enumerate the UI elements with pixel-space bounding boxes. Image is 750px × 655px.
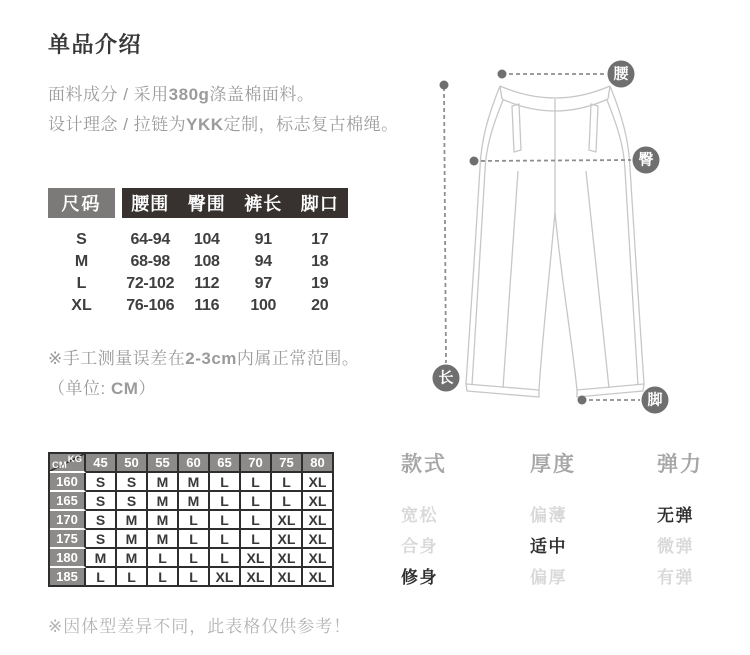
fit-size-cell: M (179, 473, 210, 492)
attribute-options (657, 500, 750, 593)
weight-header-cell: 80 (303, 454, 334, 473)
fit-size-cell: XL (272, 549, 303, 568)
size-value-cell: 68-98 (130, 253, 170, 270)
fit-size-cell: L (179, 530, 210, 549)
attribute-column-elasticity (657, 448, 750, 593)
size-table-header-cell: 裤长 (244, 194, 283, 214)
size-value-cell: 76-106 (126, 297, 175, 314)
size-value-cell: 94 (254, 253, 272, 270)
fit-size-cell: L (210, 473, 241, 492)
size-table-row (48, 229, 348, 251)
fit-size-cell: S (86, 492, 117, 511)
fit-size-cell: L (179, 511, 210, 530)
size-label-cell: XL (71, 297, 92, 314)
attribute-options (401, 500, 511, 593)
attribute-option: 宽松 (401, 506, 438, 525)
fit-size-cell: L (179, 549, 210, 568)
attribute-title: 弹力 (657, 453, 703, 476)
fit-size-cell: M (117, 549, 148, 568)
fit-table-row (50, 549, 334, 568)
attribute-option: 合身 (401, 537, 438, 556)
height-header-cell: 180 (50, 549, 86, 568)
fit-size-cell: XL (303, 473, 334, 492)
size-value-cell: 91 (254, 231, 272, 248)
fit-size-cell: M (86, 549, 117, 568)
size-values (122, 231, 348, 249)
corner-kg-label: KG (67, 454, 82, 465)
size-value-cell: 112 (194, 275, 220, 292)
fit-size-cell: S (86, 511, 117, 530)
size-value-cell: 17 (311, 231, 329, 248)
fit-size-cell: XL (241, 568, 272, 587)
fit-table-row (50, 492, 334, 511)
fit-size-cell: L (86, 568, 117, 587)
fit-size-cell: XL (303, 511, 334, 530)
weight-header-cell: 60 (179, 454, 210, 473)
fit-size-cell: L (210, 549, 241, 568)
size-values (122, 253, 348, 271)
size-label-cell: M (74, 253, 89, 270)
weight-header-cell: 45 (86, 454, 117, 473)
size-values (122, 297, 348, 315)
fit-table-header-row (50, 454, 334, 473)
size-table-corner-label: 尺码 (48, 188, 115, 218)
size-table-header-cell: 脚口 (300, 194, 339, 214)
size-measurement-table (48, 188, 348, 317)
weight-header-cell: 65 (210, 454, 241, 473)
weight-header-cell: 75 (272, 454, 303, 473)
fit-size-cell: L (210, 492, 241, 511)
fit-size-cell: XL (210, 568, 241, 587)
size-value-cell: 19 (311, 275, 329, 292)
length-dashed-line (444, 87, 446, 363)
attribute-options (530, 500, 640, 593)
size-value-cell: 20 (311, 297, 329, 314)
height-header-cell: 175 (50, 530, 86, 549)
height-weight-size-table (48, 452, 334, 587)
fit-size-cell: M (148, 492, 179, 511)
weight-header-cell: 55 (148, 454, 179, 473)
size-table-row (48, 251, 348, 273)
fit-size-cell: XL (303, 530, 334, 549)
fit-size-cell: M (148, 473, 179, 492)
attribute-column-style (401, 448, 511, 593)
size-table-header-cell: 腰围 (131, 194, 170, 214)
fit-size-cell: L (241, 530, 272, 549)
fit-size-cell: L (272, 492, 303, 511)
size-table-row (48, 273, 348, 295)
fit-size-cell: XL (241, 549, 272, 568)
fit-size-cell: XL (272, 530, 303, 549)
fit-size-cell: M (148, 530, 179, 549)
attribute-option: 偏薄 (530, 506, 567, 525)
pants-outline-drawing (466, 86, 644, 397)
fit-size-cell: L (148, 549, 179, 568)
size-value-cell: 64-94 (130, 231, 170, 248)
fit-table-disclaimer: ※因体型差异不同，此表格仅供参考！ (48, 617, 352, 636)
fit-size-cell: XL (272, 511, 303, 530)
fit-size-cell: S (117, 473, 148, 492)
size-value-cell: 100 (250, 297, 277, 314)
fit-size-cell: XL (303, 568, 334, 587)
fit-size-cell: L (148, 568, 179, 587)
measurement-tolerance-note: ※手工测量误差在2-3cm内属正常范围。 (48, 349, 360, 368)
weight-header-cell: 70 (241, 454, 272, 473)
page-title: 单品介绍 (48, 32, 143, 57)
fit-size-cell: L (241, 492, 272, 511)
fit-table-row (50, 473, 334, 492)
fit-table-corner-cell (50, 454, 86, 473)
size-table-column-headers (122, 188, 348, 218)
fit-table-row (50, 511, 334, 530)
fit-size-cell: L (241, 473, 272, 492)
size-value-cell: 116 (194, 297, 220, 314)
fit-size-cell: L (210, 511, 241, 530)
fit-table-row (50, 530, 334, 549)
fit-size-cell: XL (303, 549, 334, 568)
size-table-header-cell: 臀围 (187, 194, 226, 214)
size-value-cell: 18 (311, 253, 329, 270)
size-label-cell: L (76, 275, 87, 292)
size-value-cell: 104 (193, 231, 220, 248)
weight-header-cell: 50 (117, 454, 148, 473)
hip-badge-label: 臀 (638, 151, 654, 169)
fit-size-cell: S (86, 530, 117, 549)
pants-measurement-diagram (400, 40, 750, 440)
attribute-option: 微弹 (657, 537, 694, 556)
fit-size-cell: M (179, 492, 210, 511)
attribute-option: 有弹 (657, 568, 694, 587)
hem-badge-label: 脚 (647, 391, 663, 409)
fit-size-cell: M (117, 530, 148, 549)
height-header-cell: 185 (50, 568, 86, 587)
size-table-body (48, 229, 348, 317)
fit-size-cell: XL (303, 492, 334, 511)
attribute-column-thickness (530, 448, 640, 593)
size-values (122, 275, 348, 293)
fit-size-cell: L (210, 530, 241, 549)
unit-note: （单位: CM） (48, 379, 156, 398)
corner-cm-label: CM (52, 460, 67, 471)
waist-badge-label: 腰 (613, 65, 629, 83)
height-header-cell: 160 (50, 473, 86, 492)
size-value-cell: 72-102 (126, 275, 175, 292)
attribute-option-selected: 适中 (530, 537, 567, 556)
intro-line-2: 设计理念 / 拉链为YKK定制，标志复古棉绳。 (48, 115, 399, 134)
size-table-row (48, 295, 348, 317)
fit-size-cell: S (86, 473, 117, 492)
attribute-title: 款式 (401, 453, 447, 476)
intro-line-1: 面料成分 / 采用380g涤盖棉面料。 (48, 85, 315, 104)
intro-text (48, 80, 399, 140)
attribute-option: 偏厚 (530, 568, 567, 587)
size-table-header (48, 188, 348, 218)
length-badge-label: 长 (438, 369, 454, 387)
fit-size-cell: L (179, 568, 210, 587)
size-value-cell: 108 (193, 253, 220, 270)
attribute-title: 厚度 (530, 453, 576, 476)
height-header-cell: 165 (50, 492, 86, 511)
hip-dashed-line (474, 160, 631, 161)
attribute-option-selected: 无弹 (657, 506, 694, 525)
fit-size-cell: S (117, 492, 148, 511)
fit-size-cell: L (117, 568, 148, 587)
attribute-option-selected: 修身 (401, 568, 438, 587)
size-value-cell: 97 (254, 275, 272, 292)
height-header-cell: 170 (50, 511, 86, 530)
size-label-cell: S (76, 231, 87, 248)
fit-size-cell: XL (272, 568, 303, 587)
fit-size-cell: L (272, 473, 303, 492)
fit-size-cell: M (148, 511, 179, 530)
fit-size-cell: M (117, 511, 148, 530)
fit-size-cell: L (241, 511, 272, 530)
fit-table-row (50, 568, 334, 587)
